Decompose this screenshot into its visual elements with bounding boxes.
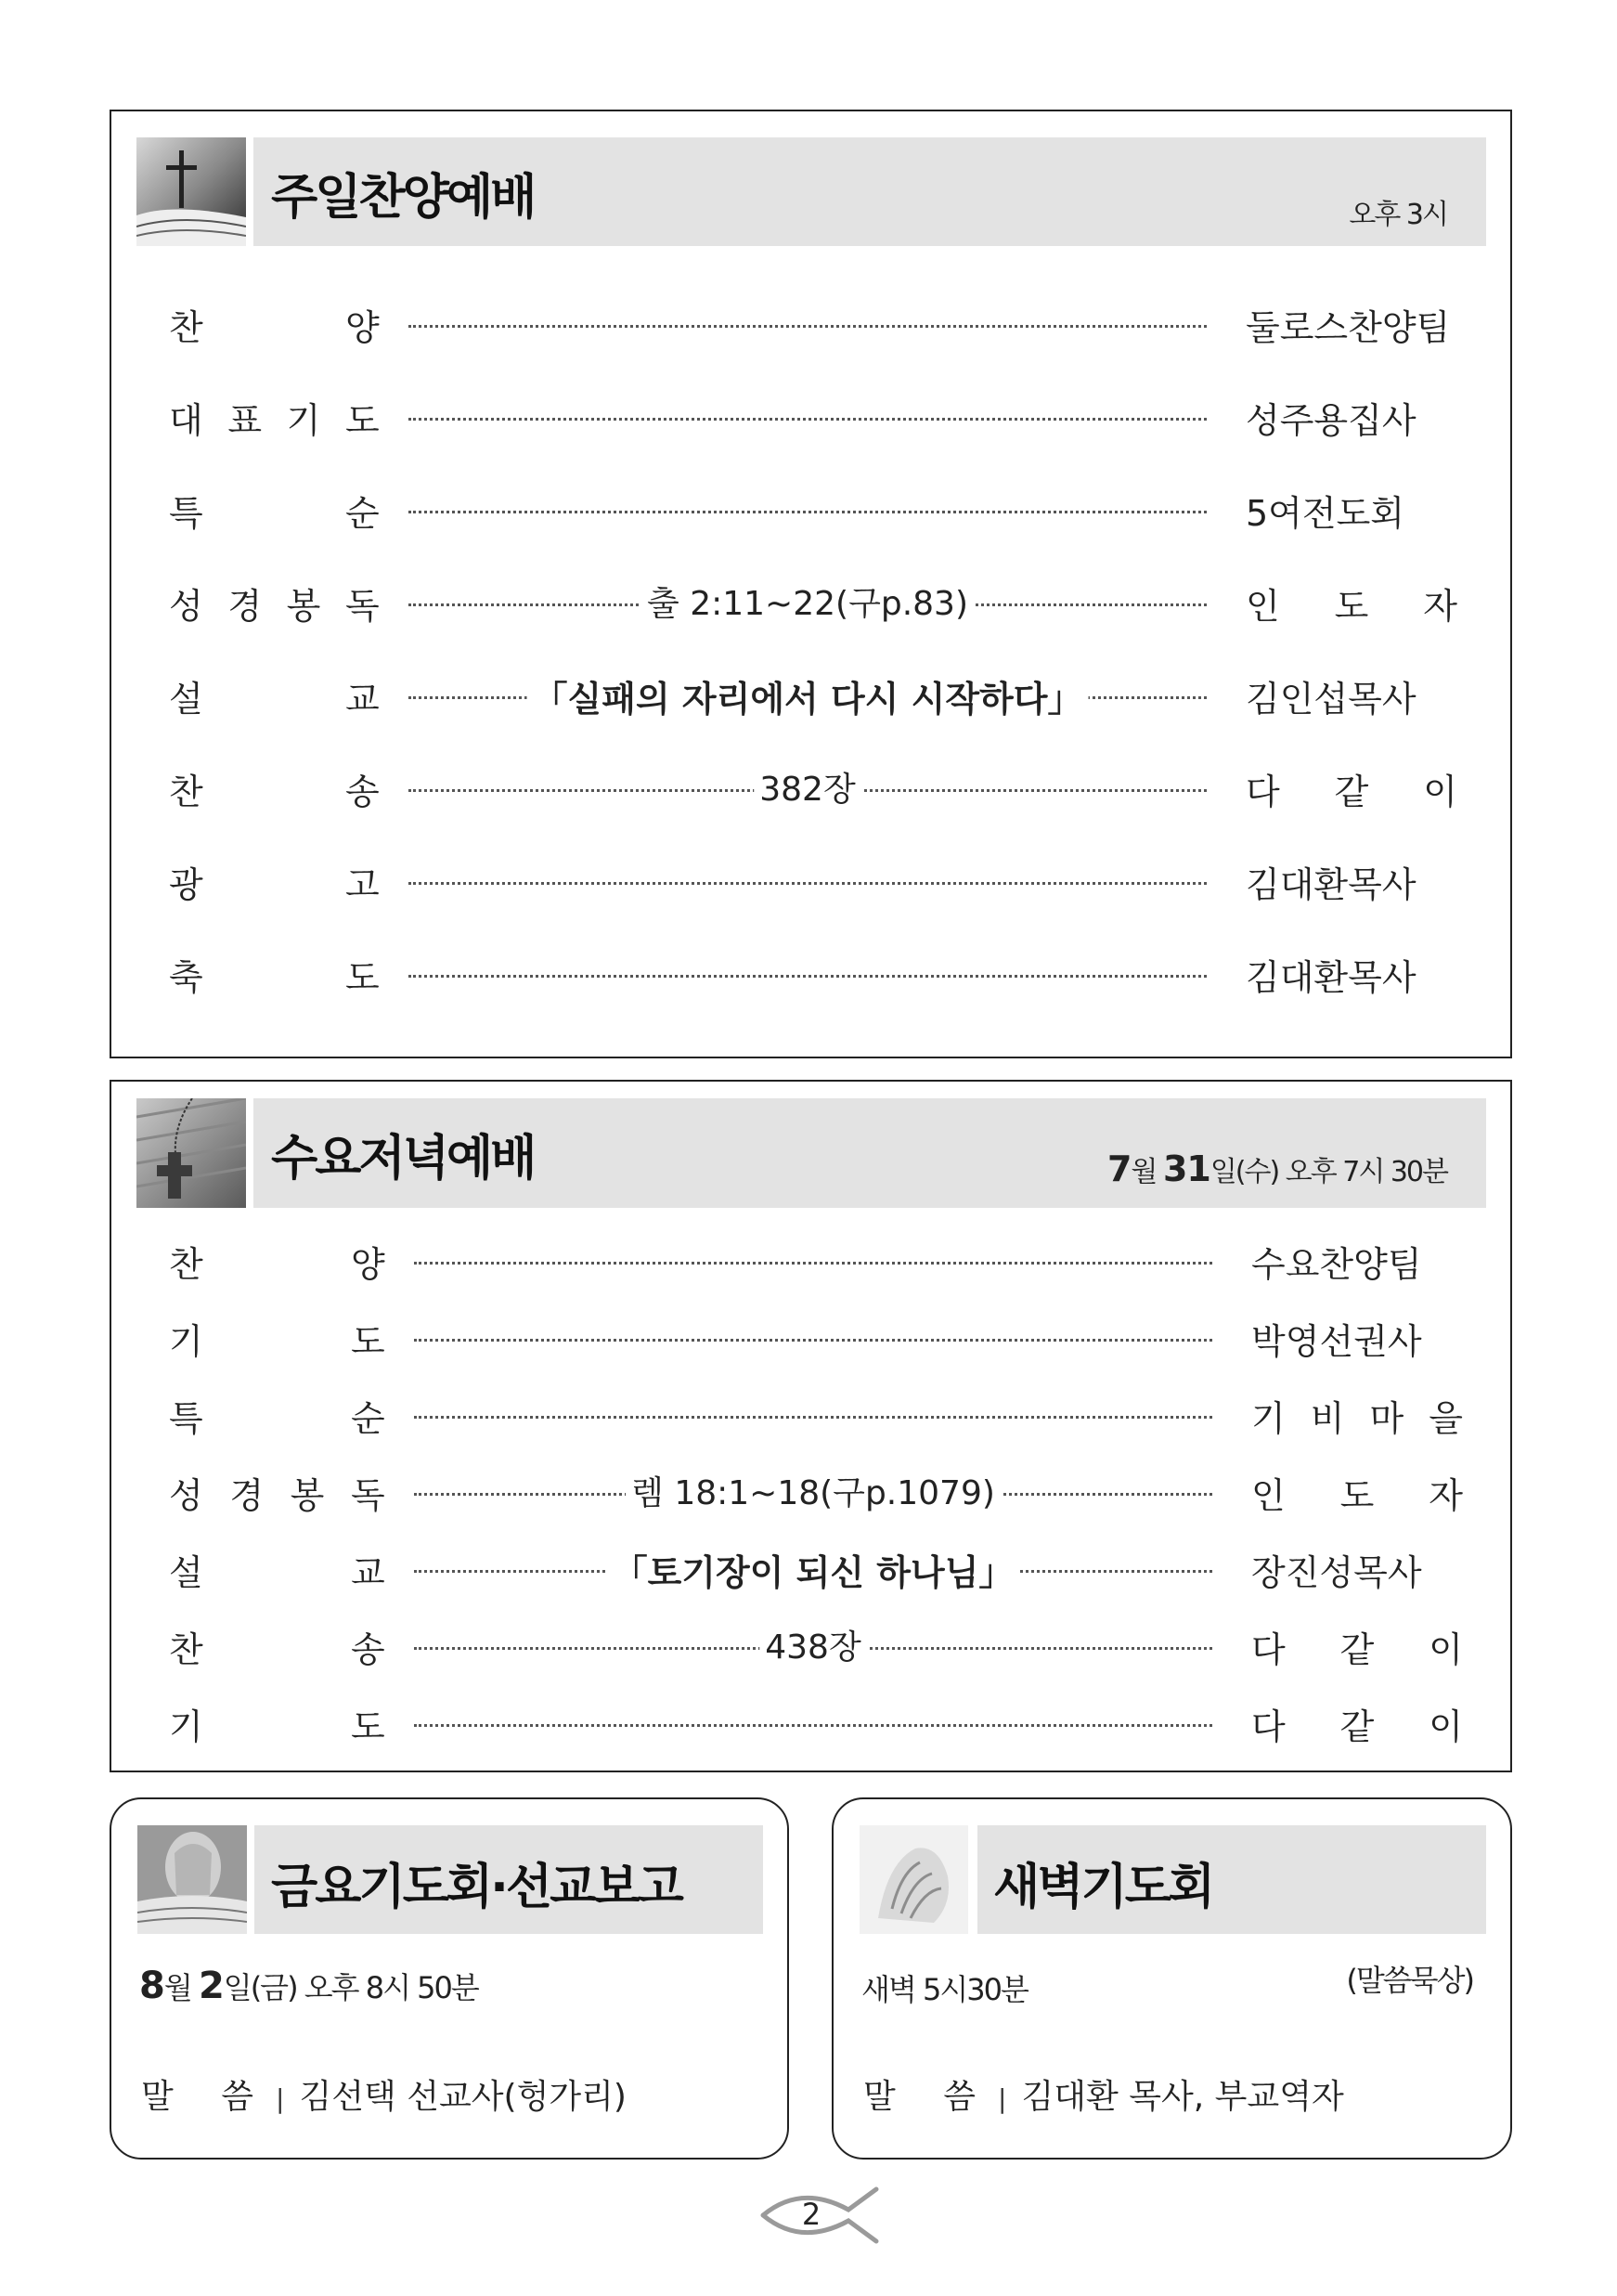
order-person: 인 도 자 <box>1251 1475 1463 1516</box>
order-row <box>169 850 1468 906</box>
order-label <box>169 1307 385 1363</box>
wednesday-date: 7월 31일(수) 오후 7시 30분 <box>1106 1148 1447 1189</box>
order-label-char: 성 <box>169 1475 203 1516</box>
order-label-char: 도 <box>345 400 380 441</box>
order-label-char: 설 <box>169 679 203 720</box>
leader-dots <box>414 1262 1212 1265</box>
order-label-char: 도 <box>351 1706 385 1747</box>
order-person: 김인섭목사 <box>1246 679 1416 720</box>
order-row <box>169 1230 1468 1286</box>
order-label <box>169 1384 385 1440</box>
order-row <box>169 1461 1468 1517</box>
order-label-char: 송 <box>351 1629 385 1670</box>
leader-dots <box>408 418 1207 421</box>
order-label-char: 교 <box>345 679 380 720</box>
order-person: 장진성목사 <box>1251 1552 1422 1593</box>
order-label <box>169 1693 385 1748</box>
order-detail: 출 2:11~22(구p.83) <box>641 577 974 625</box>
dawn-speaker: 말 씀 | 김대환 목사, 부교역자 <box>863 2078 1344 2116</box>
order-label-char: 찬 <box>169 1629 203 1670</box>
order-person: 다 같 이 <box>1246 772 1457 812</box>
order-label <box>169 386 382 442</box>
order-label-char: 순 <box>351 1398 385 1439</box>
order-row <box>169 943 1468 999</box>
order-label-char: 고 <box>345 864 380 905</box>
order-label <box>169 1538 385 1594</box>
order-label-char: 설 <box>169 1552 203 1593</box>
leader-dots <box>414 1416 1212 1419</box>
dawn-time: 새벽 5시30분 <box>861 1972 1028 2007</box>
order-row <box>169 572 1468 628</box>
order-label <box>169 1461 385 1517</box>
order-label-char: 찬 <box>169 1244 203 1285</box>
dawn-prayer-box <box>832 1797 1512 2160</box>
order-person: 수요찬양팀 <box>1251 1244 1422 1285</box>
order-detail: 438장 <box>759 1621 867 1668</box>
order-row <box>169 1384 1468 1440</box>
cross-bible-image <box>136 137 246 246</box>
order-label-char: 기 <box>169 1706 203 1747</box>
order-label-char: 양 <box>345 307 380 348</box>
sunday-title: 주일찬양예배 <box>271 170 535 226</box>
order-row <box>169 1693 1468 1748</box>
order-label-char: 순 <box>345 493 380 534</box>
order-person: 다 같 이 <box>1251 1629 1463 1670</box>
order-label <box>169 758 382 813</box>
order-label <box>169 1615 385 1671</box>
order-row <box>169 758 1468 813</box>
praying-hands-bible-image <box>137 1825 247 1934</box>
leader-dots <box>408 975 1207 978</box>
order-label <box>169 850 382 906</box>
order-label-char: 표 <box>227 400 263 441</box>
order-label-char: 독 <box>345 586 380 627</box>
order-label-char: 송 <box>345 772 380 812</box>
order-label <box>169 1230 385 1286</box>
order-row <box>169 386 1468 442</box>
order-label-char: 찬 <box>169 772 203 812</box>
order-label-char: 양 <box>351 1244 385 1285</box>
order-label-char: 독 <box>351 1475 385 1516</box>
cross-necklace-image <box>136 1098 246 1208</box>
order-person: 다 같 이 <box>1251 1706 1463 1747</box>
order-person: 성주용집사 <box>1246 400 1416 441</box>
leader-dots <box>414 1339 1212 1342</box>
order-label-char: 경 <box>229 1475 265 1516</box>
order-label <box>169 665 382 720</box>
friday-prayer-box <box>110 1797 789 2160</box>
order-label-char: 도 <box>351 1321 385 1362</box>
sunday-service-box <box>110 110 1512 1058</box>
friday-date: 8월 2일(금) 오후 8시 50분 <box>139 1965 478 2007</box>
order-label <box>169 479 382 535</box>
friday-title: 금요기도회·선교보고 <box>271 1860 681 1915</box>
order-detail: 「실패의 자리에서 다시 시작하다」 <box>527 670 1089 721</box>
order-row <box>169 1307 1468 1363</box>
order-label-char: 기 <box>286 400 321 441</box>
order-row <box>169 479 1468 535</box>
order-row <box>169 1615 1468 1671</box>
order-label-char: 경 <box>227 586 263 627</box>
order-label-char: 대 <box>169 400 203 441</box>
order-label-char: 특 <box>169 493 203 534</box>
order-detail: 382장 <box>754 763 861 811</box>
order-person: 김대환목사 <box>1246 957 1416 998</box>
order-label-char: 봉 <box>286 586 321 627</box>
leader-dots <box>408 325 1207 328</box>
order-label-char: 광 <box>169 864 203 905</box>
order-detail: 「토기장이 되신 하나님」 <box>607 1544 1020 1595</box>
order-label-char: 도 <box>345 957 380 998</box>
leader-dots <box>414 1724 1212 1727</box>
order-person: 둘로스찬양팀 <box>1246 307 1451 348</box>
order-row <box>169 1538 1468 1594</box>
order-row <box>169 293 1468 349</box>
order-label <box>169 572 382 628</box>
order-label-char: 찬 <box>169 307 203 348</box>
order-label <box>169 943 382 999</box>
order-label-char: 봉 <box>290 1475 325 1516</box>
order-row <box>169 665 1468 720</box>
order-label-char: 성 <box>169 586 203 627</box>
page-number: 2 <box>801 2197 821 2232</box>
order-label-char: 축 <box>169 957 203 998</box>
order-label <box>169 293 382 349</box>
wednesday-service-box <box>110 1080 1512 1772</box>
order-person: 박영선권사 <box>1251 1321 1422 1362</box>
dawn-title: 새벽기도회 <box>993 1860 1213 1915</box>
order-label-char: 기 <box>169 1321 203 1362</box>
friday-speaker: 말 씀 | 김선택 선교사(헝가리) <box>141 2078 627 2116</box>
wednesday-title: 수요저녁예배 <box>271 1131 535 1187</box>
order-person: 5여전도회 <box>1246 493 1405 534</box>
order-label-char: 교 <box>351 1552 385 1593</box>
praying-hands-image <box>860 1825 968 1934</box>
order-person: 김대환목사 <box>1246 864 1416 905</box>
order-person: 기 비 마 을 <box>1251 1398 1463 1439</box>
order-detail: 렘 18:1~18(구p.1079) <box>626 1467 1001 1514</box>
order-label-char: 특 <box>169 1398 203 1439</box>
leader-dots <box>408 882 1207 885</box>
sunday-time: 오후 3시 <box>1349 199 1447 231</box>
dawn-note: (말씀묵상) <box>1346 1963 1473 1998</box>
leader-dots <box>408 511 1207 513</box>
order-person: 인 도 자 <box>1246 586 1457 627</box>
